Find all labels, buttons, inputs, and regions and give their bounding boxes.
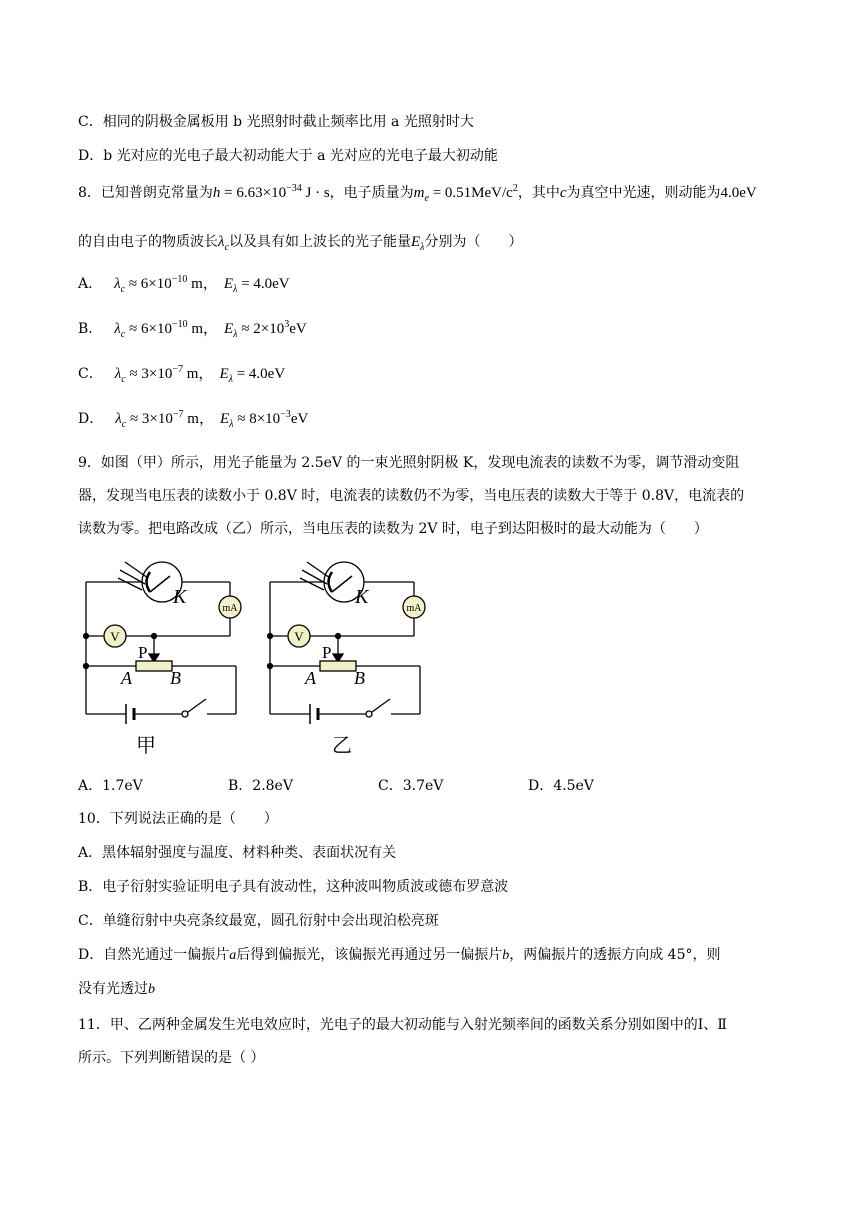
q9-option-b: B．2.8eV xyxy=(228,778,293,794)
q8-option-a: A． $\lambda_c \approx 6\times 10^{-10}$ m， $E_\lambda = 4.0eV$ xyxy=(78,274,290,295)
q9-option-d: D．4.5eV xyxy=(528,778,594,794)
q9-option-c: C．3.7eV xyxy=(378,778,444,794)
q8-option-b: B． $\lambda_c \approx 6\times 10^{-10}$ m， $E_\lambda \approx 2\times 10^3eV$ xyxy=(78,319,307,340)
q7-option-c: C．相同的阴极金属板用 b 光照射时截止频率比用 a 光照射时大 xyxy=(78,114,474,130)
q11-stem-line1: 11．甲、乙两种金属发生光电效应时，光电子的最大初动能与入射光频率间的函数关系分别如图中的Ⅰ、Ⅱ xyxy=(78,1017,727,1033)
q10-option-d-line2: 没有光透过b xyxy=(78,981,155,997)
q9-stem-line1: 9．如图（甲）所示，用光子能量为 2.5eV 的一束光照射阴极 K，发现电流表的读数不为零，调节滑动变阻 xyxy=(78,455,740,471)
label-p-yi: P xyxy=(322,643,332,662)
circuit-yi xyxy=(268,562,426,724)
caption-yi: 乙 xyxy=(332,735,352,756)
q9-stem-line2: 器，发现当电压表的读数小于 0.8V 时，电流表的读数仍不为零，当电压表的读数大于等于 0.8V，电流表的 xyxy=(78,488,745,504)
q10-stem: 10．下列说法正确的是（ ） xyxy=(78,811,278,827)
q9-circuit-figure xyxy=(0,556,860,756)
q9-stem-line3: 读数为零。把电路改成（乙）所示，当电压表的读数为 2V 时，电子到达阳极时的最大动能为（ ） xyxy=(78,521,708,537)
q7-option-d: D．b 光对应的光电子最大初动能大于 a 光对应的光电子最大初动能 xyxy=(78,148,498,164)
q8-stem-line2: 的自由电子的物质波长$\lambda_c$以及具有如上波长的光子能量$E_\lambda$分别为（ ） xyxy=(78,234,523,253)
label-ma-jia: mA xyxy=(222,603,238,614)
q8-option-d: D． $\lambda_c \approx 3\times 10^{-7}$ m， $E_\lambda \approx 8\times 10^{-3}eV$ xyxy=(78,409,309,430)
q11-stem-line2: 所示。下列判断错误的是（ ） xyxy=(78,1050,265,1066)
circuit-jia xyxy=(84,562,242,724)
q8-stem-line1: 8．已知普朗克常量为$h = 6.63\times 10^{-34}$ J · s，电子质量为$m_e = 0.51MeV/c^2$，其中c为真空中光速，则动能为4.0eV xyxy=(78,183,757,204)
label-ma-yi: mA xyxy=(406,603,422,614)
label-a-jia: A xyxy=(121,668,132,688)
q10-option-d-line1: D．自然光通过一偏振片a后得到偏振光，该偏振光再通过另一偏振片b，两偏振片的透振方向成 45°，则 xyxy=(78,947,721,963)
label-k-yi: K xyxy=(355,586,369,608)
label-b-yi: B xyxy=(354,668,365,688)
q10-option-b: B．电子衍射实验证明电子具有波动性，这种波叫物质波或德布罗意波 xyxy=(78,879,509,895)
q10-option-c: C．单缝衍射中央亮条纹最宽，圆孔衍射中会出现泊松亮斑 xyxy=(78,913,439,929)
label-v-yi: V xyxy=(294,629,304,644)
label-a-yi: A xyxy=(305,668,316,688)
label-v-jia: V xyxy=(110,629,120,644)
q8-option-c: C． $\lambda_c \approx 3\times 10^{-7}$ m， $E_\lambda = 4.0eV$ xyxy=(78,364,286,385)
caption-jia: 甲 xyxy=(136,735,156,756)
label-b-jia: B xyxy=(170,668,181,688)
label-p-jia: P xyxy=(138,643,148,662)
label-k-jia: K xyxy=(173,586,187,608)
q9-options xyxy=(78,776,778,796)
q10-option-a: A．黑体辐射强度与温度、材料种类、表面状况有关 xyxy=(78,845,397,861)
q9-option-a: A．1.7eV xyxy=(78,778,143,794)
